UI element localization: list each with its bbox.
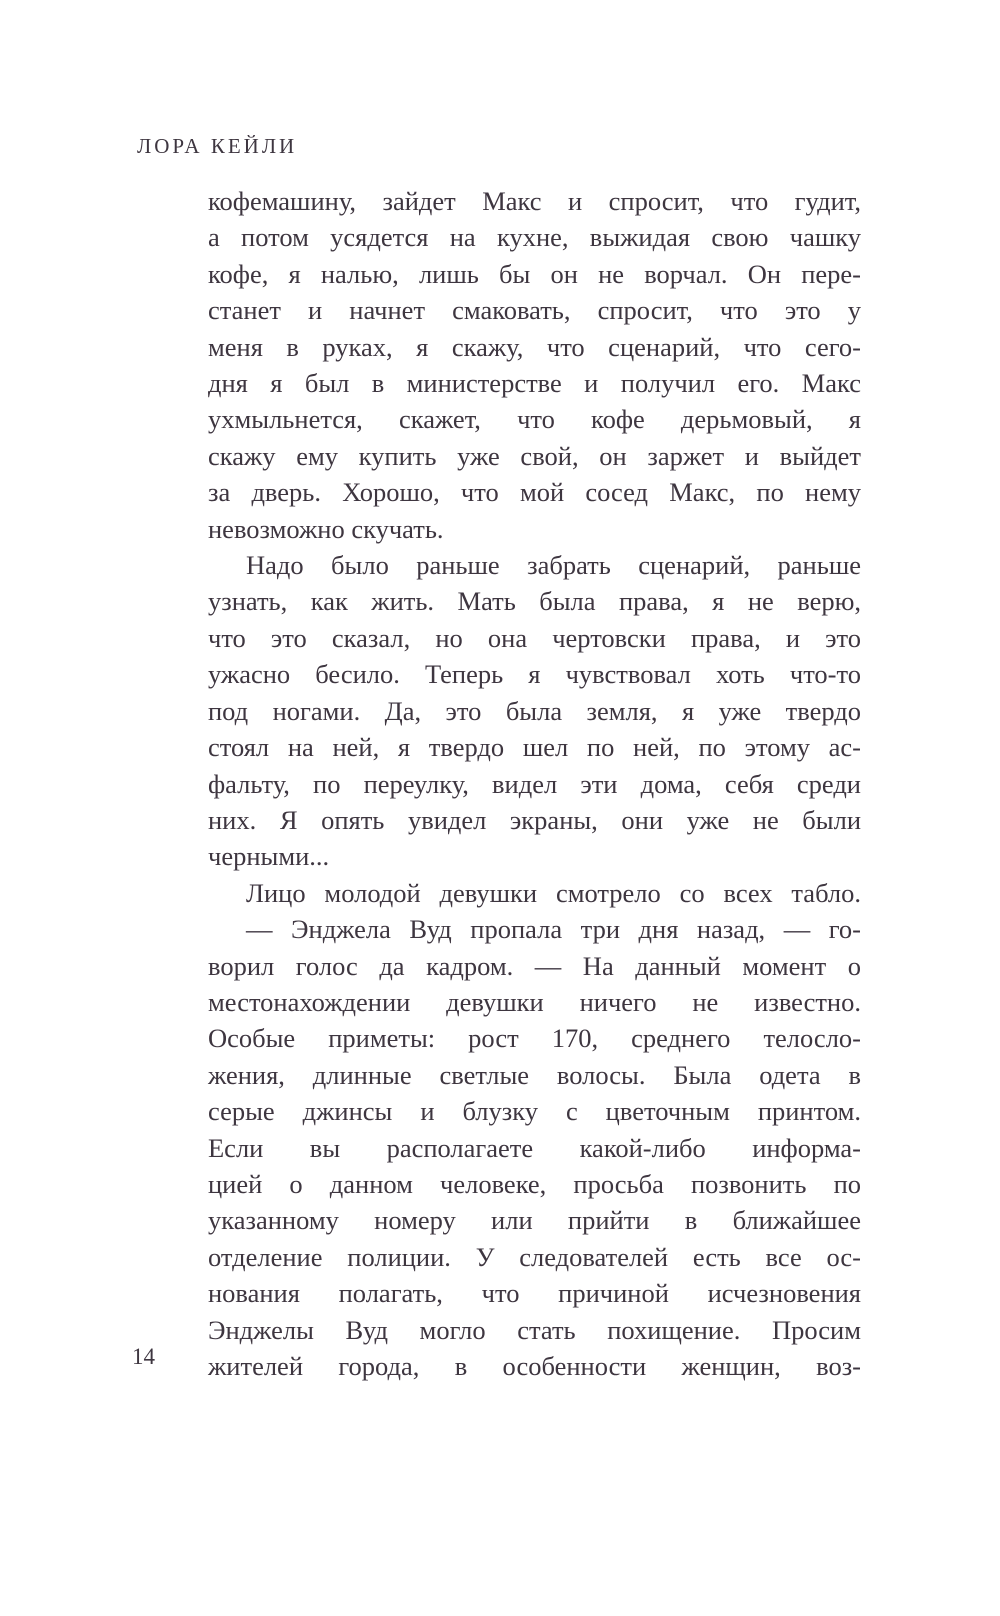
text-line: под ногами. Да, это была земля, я уже твердо — [208, 695, 861, 726]
paragraph — [208, 911, 861, 1384]
text-line: серые джинсы и блузку с цветочным принтом. — [208, 1096, 861, 1127]
text-line: невозможно скучать. — [208, 513, 444, 544]
text-line: стоял на ней, я твердо шел по ней, по этому ас- — [208, 732, 861, 763]
text-line: нования полагать, что причиной исчезновения — [208, 1278, 861, 1309]
text-line: Энджелы Вуд могло стать похищение. Просим — [208, 1314, 861, 1345]
text-line: ужасно бесило. Теперь я чувствовал хоть что-то — [208, 659, 861, 690]
text-line: дня я был в министерстве и получил его. Макс — [208, 368, 861, 399]
text-line: жителей города, в особенности женщин, воз- — [208, 1351, 861, 1381]
text-line: меня в руках, я скажу, что сценарий, что сего- — [208, 331, 861, 362]
page-number: 14 — [132, 1344, 155, 1369]
text-line: что это сказал, но она чертовски права, и это — [208, 622, 861, 653]
text-line: — Энджела Вуд пропала три дня назад, — го- — [246, 914, 861, 945]
text-line: фальту, по переулку, видел эти дома, себя среди — [208, 768, 861, 799]
text-line: Если вы располагаете какой-либо информа- — [208, 1132, 861, 1163]
text-line: ухмыльнется, скажет, что кофе дерьмовый, я — [208, 404, 861, 435]
paragraph — [208, 875, 861, 911]
text-line: за дверь. Хорошо, что мой сосед Макс, по нему — [208, 477, 861, 508]
text-line: скажу ему купить уже свой, он заржет и выйдет — [208, 440, 861, 471]
running-header: ЛОРА КЕЙЛИ — [137, 134, 298, 158]
text-line: станет и начнет смаковать, спросит, что это у — [208, 295, 861, 326]
text-line: а потом усядется на кухне, выжидая свою чашку — [208, 222, 861, 253]
text-line: черными... — [208, 841, 330, 872]
text-line: Надо было раньше забрать сценарий, раньше — [246, 550, 861, 581]
text-line: кофе, я налью, лишь бы он не ворчал. Он пере- — [208, 258, 861, 289]
text-line: узнать, как жить. Мать была права, я не верю, — [208, 586, 861, 617]
text-line: отделение полиции. У следователей есть все ос- — [208, 1241, 861, 1272]
text-line: ворил голос да кадром. — На данный момент о — [208, 950, 861, 981]
text-line: цией о данном человеке, просьба позвонить по — [208, 1168, 861, 1199]
paragraph — [208, 183, 861, 547]
body-text — [208, 183, 861, 1384]
paragraph — [208, 547, 861, 875]
text-line: Особые приметы: рост 170, среднего телосло- — [208, 1023, 861, 1054]
text-line: жения, длинные светлые волосы. Была одета в — [208, 1059, 861, 1090]
text-line: местонахождении девушки ничего не известно. — [208, 986, 861, 1017]
text-line: Лицо молодой девушки смотрело со всех табло. — [246, 877, 861, 908]
text-line: указанному номеру или прийти в ближайшее — [208, 1205, 861, 1236]
text-line: них. Я опять увидел экраны, они уже не были — [208, 804, 861, 835]
text-line: кофемашину, зайдет Макс и спросит, что гудит, — [208, 186, 861, 216]
